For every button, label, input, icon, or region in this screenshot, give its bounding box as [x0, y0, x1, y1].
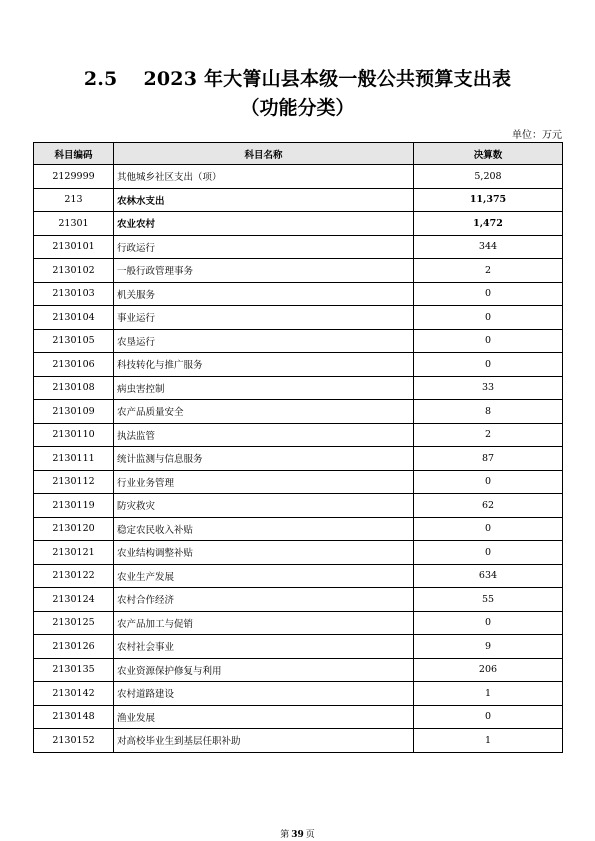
- code-cell: 2130124: [34, 588, 114, 612]
- amount-cell: 1: [414, 682, 563, 706]
- code-cell: 2130148: [34, 705, 114, 729]
- table-row: [34, 658, 563, 682]
- table-row: [34, 306, 563, 330]
- code-cell: 21301: [34, 212, 114, 236]
- amount-cell: 0: [414, 329, 563, 353]
- table-row: [34, 541, 563, 565]
- amount-cell: 0: [414, 517, 563, 541]
- code-cell: 2130152: [34, 729, 114, 753]
- header-name: 科目名称: [114, 143, 414, 165]
- amount-cell: 0: [414, 353, 563, 377]
- amount-cell: 1,472: [414, 212, 563, 236]
- name-cell: 农产品质量安全: [114, 400, 414, 424]
- name-cell: 科技转化与推广服务: [114, 353, 414, 377]
- code-cell: 2129999: [34, 165, 114, 189]
- amount-cell: 62: [414, 494, 563, 518]
- table-row: [34, 353, 563, 377]
- amount-cell: 1: [414, 729, 563, 753]
- table-row: [34, 212, 563, 236]
- table-row: [34, 564, 563, 588]
- amount-cell: 0: [414, 282, 563, 306]
- amount-cell: 9: [414, 635, 563, 659]
- amount-cell: 33: [414, 376, 563, 400]
- amount-cell: 5,208: [414, 165, 563, 189]
- name-cell: 稳定农民收入补贴: [114, 517, 414, 541]
- page-number-value: 39: [291, 830, 304, 840]
- table-row: [34, 376, 563, 400]
- table-row: [34, 165, 563, 189]
- name-cell: 农业资源保护修复与利用: [114, 658, 414, 682]
- table-row: [34, 329, 563, 353]
- name-cell: 机关服务: [114, 282, 414, 306]
- table-row: [34, 729, 563, 753]
- amount-cell: 2: [414, 259, 563, 283]
- name-cell: 行业业务管理: [114, 470, 414, 494]
- table-row: [34, 282, 563, 306]
- page-number: [0, 827, 595, 840]
- amount-cell: 87: [414, 447, 563, 471]
- code-cell: 2130109: [34, 400, 114, 424]
- code-cell: 2130111: [34, 447, 114, 471]
- amount-cell: 634: [414, 564, 563, 588]
- table-row: [34, 447, 563, 471]
- name-cell: 农村道路建设: [114, 682, 414, 706]
- amount-cell: 206: [414, 658, 563, 682]
- unit-label: 单位：万元: [512, 130, 562, 141]
- amount-cell: 0: [414, 470, 563, 494]
- code-cell: 2130135: [34, 658, 114, 682]
- table-row: [34, 470, 563, 494]
- code-cell: 2130103: [34, 282, 114, 306]
- name-cell: 行政运行: [114, 235, 414, 259]
- name-cell: 其他城乡社区支出（项）: [114, 165, 414, 189]
- name-cell: 对高校毕业生到基层任职补助: [114, 729, 414, 753]
- table-row: [34, 423, 563, 447]
- name-cell: 防灾救灾: [114, 494, 414, 518]
- table-body: [34, 165, 563, 753]
- code-cell: 2130119: [34, 494, 114, 518]
- name-cell: 农业生产发展: [114, 564, 414, 588]
- budget-table: [33, 142, 563, 753]
- table-row: [34, 588, 563, 612]
- table-row: [34, 400, 563, 424]
- name-cell: 农村合作经济: [114, 588, 414, 612]
- code-cell: 2130105: [34, 329, 114, 353]
- amount-cell: 11,375: [414, 188, 563, 212]
- name-cell: 统计监测与信息服务: [114, 447, 414, 471]
- table-row: [34, 635, 563, 659]
- table-row: [34, 517, 563, 541]
- code-cell: 2130110: [34, 423, 114, 447]
- table-row: [34, 188, 563, 212]
- code-cell: 2130122: [34, 564, 114, 588]
- section-number: 2.5: [83, 68, 118, 90]
- name-cell: 农业农村: [114, 212, 414, 236]
- name-cell: 一般行政管理事务: [114, 259, 414, 283]
- code-cell: 2130125: [34, 611, 114, 635]
- name-cell: 农垦运行: [114, 329, 414, 353]
- amount-cell: 2: [414, 423, 563, 447]
- code-cell: 2130106: [34, 353, 114, 377]
- code-cell: 213: [34, 188, 114, 212]
- table-row: [34, 494, 563, 518]
- code-cell: 2130104: [34, 306, 114, 330]
- name-cell: 农村社会事业: [114, 635, 414, 659]
- page-number-prefix: 第: [280, 830, 290, 840]
- name-cell: 农业结构调整补贴: [114, 541, 414, 565]
- table-row: [34, 611, 563, 635]
- name-cell: 农产品加工与促销: [114, 611, 414, 635]
- name-cell: 病虫害控制: [114, 376, 414, 400]
- name-cell: 事业运行: [114, 306, 414, 330]
- table-header-row: [34, 143, 563, 165]
- table-row: [34, 682, 563, 706]
- name-cell: 执法监管: [114, 423, 414, 447]
- page-number-suffix: 页: [305, 830, 315, 840]
- table-row: [34, 705, 563, 729]
- code-cell: 2130101: [34, 235, 114, 259]
- code-cell: 2130108: [34, 376, 114, 400]
- header-code: 科目编码: [34, 143, 114, 165]
- amount-cell: 0: [414, 705, 563, 729]
- name-cell: 渔业发展: [114, 705, 414, 729]
- amount-cell: 0: [414, 611, 563, 635]
- amount-cell: 0: [414, 306, 563, 330]
- amount-cell: 55: [414, 588, 563, 612]
- amount-cell: 0: [414, 541, 563, 565]
- page-title: [0, 64, 595, 91]
- code-cell: 2130112: [34, 470, 114, 494]
- code-cell: 2130102: [34, 259, 114, 283]
- code-cell: 2130120: [34, 517, 114, 541]
- header-amount: 决算数: [414, 143, 563, 165]
- title-text: 2023 年大箐山县本级一般公共预算支出表: [143, 68, 512, 90]
- amount-cell: 344: [414, 235, 563, 259]
- code-cell: 2130121: [34, 541, 114, 565]
- code-cell: 2130142: [34, 682, 114, 706]
- name-cell: 农林水支出: [114, 188, 414, 212]
- table-row: [34, 235, 563, 259]
- table-row: [34, 259, 563, 283]
- code-cell: 2130126: [34, 635, 114, 659]
- amount-cell: 8: [414, 400, 563, 424]
- page-subtitle: （功能分类）: [240, 97, 355, 119]
